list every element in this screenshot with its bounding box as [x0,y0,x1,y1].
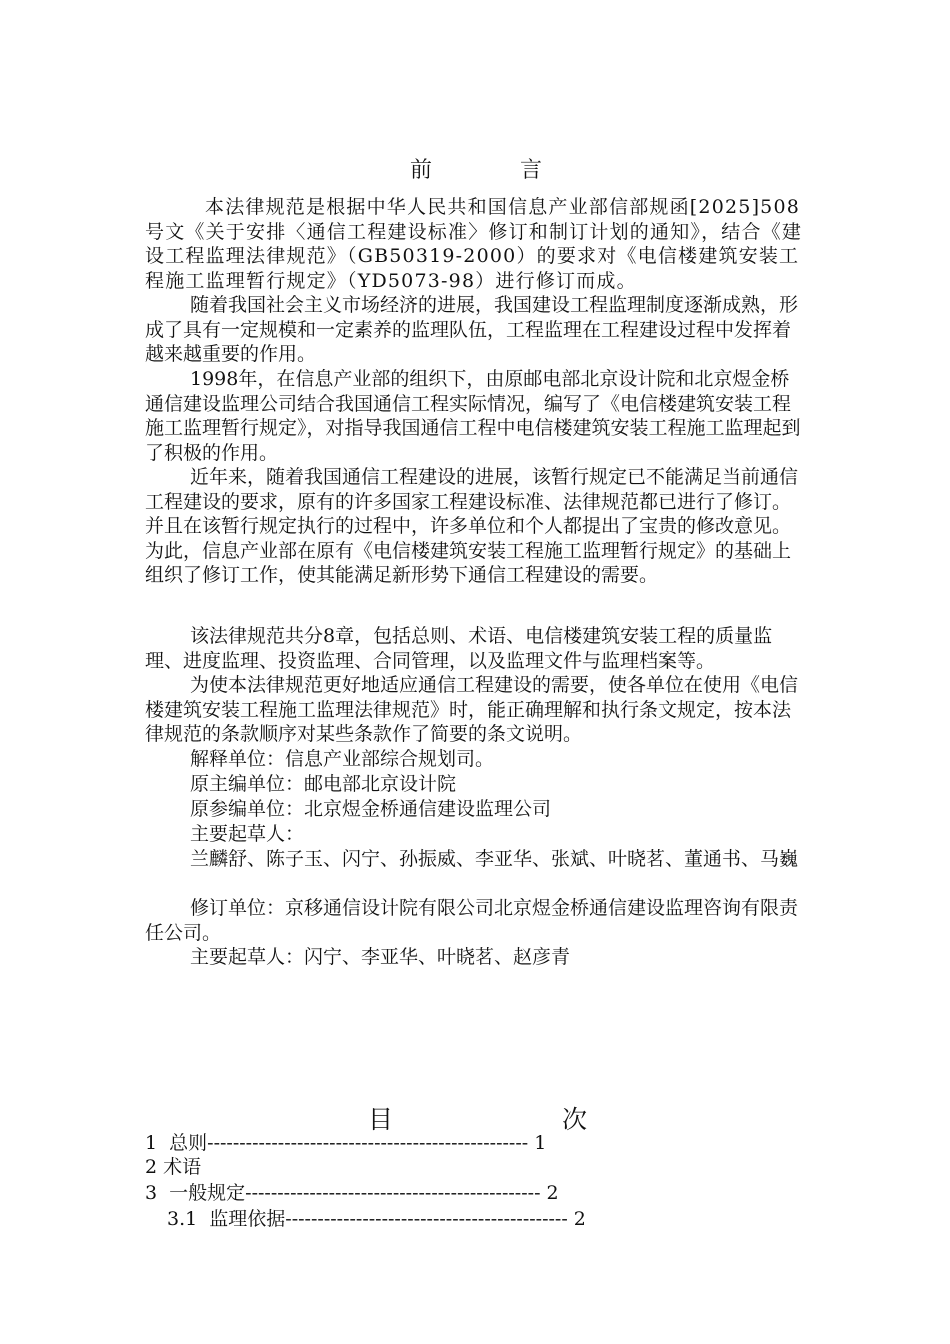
preface-title-char-1: 前 [410,158,433,183]
preface-paragraph-1: 本法律规范是根据中华人民共和国信息产业部信部规函[2025]508号文《关于安排〈通信工程建设标准〉修订和制订计划的通知》，结合《建设工程监理法律规范》（GB50319-2000）的要求对《电信楼建筑安装工程施工监理暂行规定》（YD5073-98）进行修订而成。 [145,196,803,292]
preface-paragraph-9: 原参编单位：北京煜金桥通信建设监理公司 [190,798,552,820]
toc-title-char-1: 目 [368,1105,394,1134]
preface-paragraph-6: 为使本法律规范更好地适应通信工程建设的需要，使各单位在使用《电信楼建筑安装工程施工监理法律规范》时，能正确理解和执行条文规定，按本法律规范的条款顺序对某些条款作了简要的条文说明。 [145,674,799,745]
preface-paragraph-10: 主要起草人： [190,823,305,845]
preface-title-char-2: 言 [520,158,543,183]
toc-entry-3[interactable]: 3 一般规定---------------------------------------------- 2 [145,1182,559,1204]
preface-paragraph-11: 兰麟舒、陈子玉、闪宁、孙振威、李亚华、张斌、叶晓茗、董通书、马巍 [190,848,799,870]
toc-entry-4[interactable]: 3.1 监理依据-------------------------------------------- 2 [167,1208,586,1230]
preface-paragraph-13: 主要起草人：闪宁、李亚华、叶晓茗、赵彦青 [190,946,571,968]
toc-title-char-2: 次 [562,1105,588,1134]
toc-entry-1[interactable]: 1 总则-------------------------------------------------- 1 [145,1132,547,1154]
preface-paragraph-3: 1998年，在信息产业部的组织下，由原邮电部北京设计院和北京煜金桥通信建设监理公司结合我国通信工程实际情况，编写了《电信楼建筑安装工程施工监理暂行规定》，对指导我国通信工程中电信楼建筑安装工程施工监理起到了积极的作用。 [145,368,801,464]
preface-paragraph-8: 原主编单位：邮电部北京设计院 [190,773,457,795]
preface-paragraph-12: 修订单位：京移通信设计院有限公司北京煜金桥通信建设监理咨询有限责任公司。 [145,897,799,944]
toc-entry-2[interactable]: 2 术语 [145,1156,202,1178]
toc-title [145,1100,805,1132]
preface-paragraph-7: 解释单位：信息产业部综合规划司。 [190,748,495,770]
preface-paragraph-4: 近年来，随着我国通信工程建设的进展，该暂行规定已不能满足当前通信工程建设的要求，原有的许多国家工程建设标准、法律规范都已进行了修订。并且在该暂行规定执行的过程中，许多单位和个人都提出了宝贵的修改意见。为此，信息产业部在原有《电信楼建筑安装工程施工监理暂行规定》的基础上组织了修订工作，使其能满足新形势下通信工程建设的需要。 [145,466,799,586]
preface-paragraph-2: 随着我国社会主义市场经济的进展，我国建设工程监理制度逐渐成熟，形成了具有一定规模和一定素养的监理队伍，工程监理在工程建设过程中发挥着越来越重要的作用。 [145,294,799,365]
preface-paragraph-5: 该法律规范共分8章，包括总则、术语、电信楼建筑安装工程的质量监理、进度监理、投资监理、合同管理，以及监理文件与监理档案等。 [145,625,773,672]
preface-title [145,153,805,185]
